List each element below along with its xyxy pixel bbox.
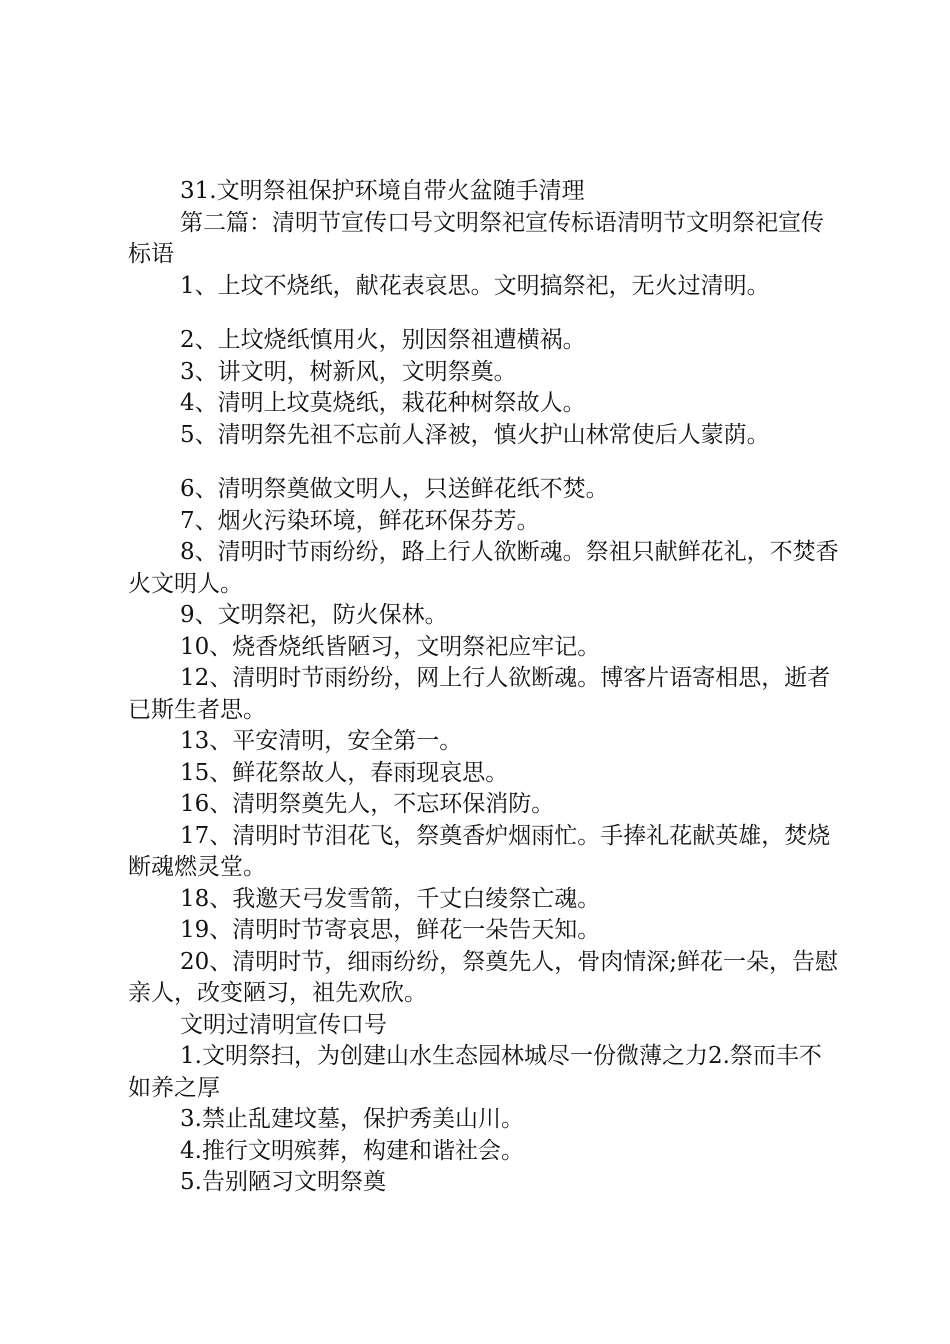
slogan-item-5: 5、清明祭先祖不忘前人泽被，慎火护山林常使后人蒙荫。 bbox=[180, 421, 770, 448]
slogan-item-1: 1、上坟不烧纸，献花表哀思。文明搞祭祀，无火过清明。 bbox=[180, 272, 770, 299]
slogan-item-12: 12、清明时节雨纷纷，网上行人欲断魂。博客片语寄相思，逝者已斯生者思。 bbox=[128, 665, 831, 723]
document-body bbox=[128, 176, 840, 1199]
slogan-item-16: 16、清明祭奠先人，不忘环保消防。 bbox=[180, 791, 555, 817]
slogan-item-17: 17、清明时节泪花飞，祭奠香炉烟雨忙。手捧礼花献英雄，焚烧断魂燃灵堂。 bbox=[128, 822, 831, 880]
slogan-item-2: 2、上坟烧纸慎用火，别因祭祖遭横祸。 bbox=[180, 327, 586, 353]
slogan-item-15: 15、鲜花祭故人，春雨现哀思。 bbox=[180, 759, 509, 786]
section-heading-part-two: 第二篇：清明节宣传口号文明祭祀宣传标语清明节文明祭祀宣传标语 bbox=[128, 209, 824, 267]
slogan-item-8: 8、清明时节雨纷纷，路上行人欲断魂。祭祖只献鲜花礼，不焚香火文明人。 bbox=[128, 539, 839, 597]
slogan-item-7: 7、烟火污染环境，鲜花环保芬芳。 bbox=[180, 507, 540, 534]
slogan-list-item-1-2: 1.文明祭扫，为创建山水生态园林城尽一份微薄之力2.祭而丰不如养之厚 bbox=[128, 1043, 822, 1101]
slogan-item-20: 20、清明时节，细雨纷纷，祭奠先人，骨肉情深;鲜花一朵，告慰亲人，改变陋习，祖先欢欣。 bbox=[128, 948, 839, 1006]
slogan-item-10: 10、烧香烧纸皆陋习，文明祭祀应牢记。 bbox=[180, 633, 601, 660]
slogan-list-item-5: 5.告别陋习文明祭奠 bbox=[180, 1169, 386, 1195]
slogan-item-18: 18、我邀天弓发雪箭，千丈白绫祭亡魂。 bbox=[180, 885, 601, 912]
slogan-item-9: 9、文明祭祀，防火保林。 bbox=[180, 602, 448, 628]
slogan-item-3: 3、讲文明，树新风，文明祭奠。 bbox=[180, 358, 517, 385]
slogan-item-4: 4、清明上坟莫烧纸，栽花种树祭故人。 bbox=[180, 390, 586, 416]
slogan-item-6: 6、清明祭奠做文明人，只送鲜花纸不焚。 bbox=[180, 476, 609, 502]
slogan-list-item-3: 3.禁止乱建坟墓，保护秀美山川。 bbox=[180, 1106, 524, 1132]
slogan-item-19: 19、清明时节寄哀思，鲜花一朵告天知。 bbox=[180, 917, 601, 943]
slogan-list-item-4: 4.推行文明殡葬，构建和谐社会。 bbox=[180, 1137, 524, 1164]
paragraph-item-31: 31.文明祭祖保护环境自带火盆随手清理 bbox=[180, 178, 585, 204]
slogan-item-13: 13、平安清明，安全第一。 bbox=[180, 728, 463, 754]
section-heading-civilized-qingming: 文明过清明宣传口号 bbox=[180, 1011, 387, 1038]
